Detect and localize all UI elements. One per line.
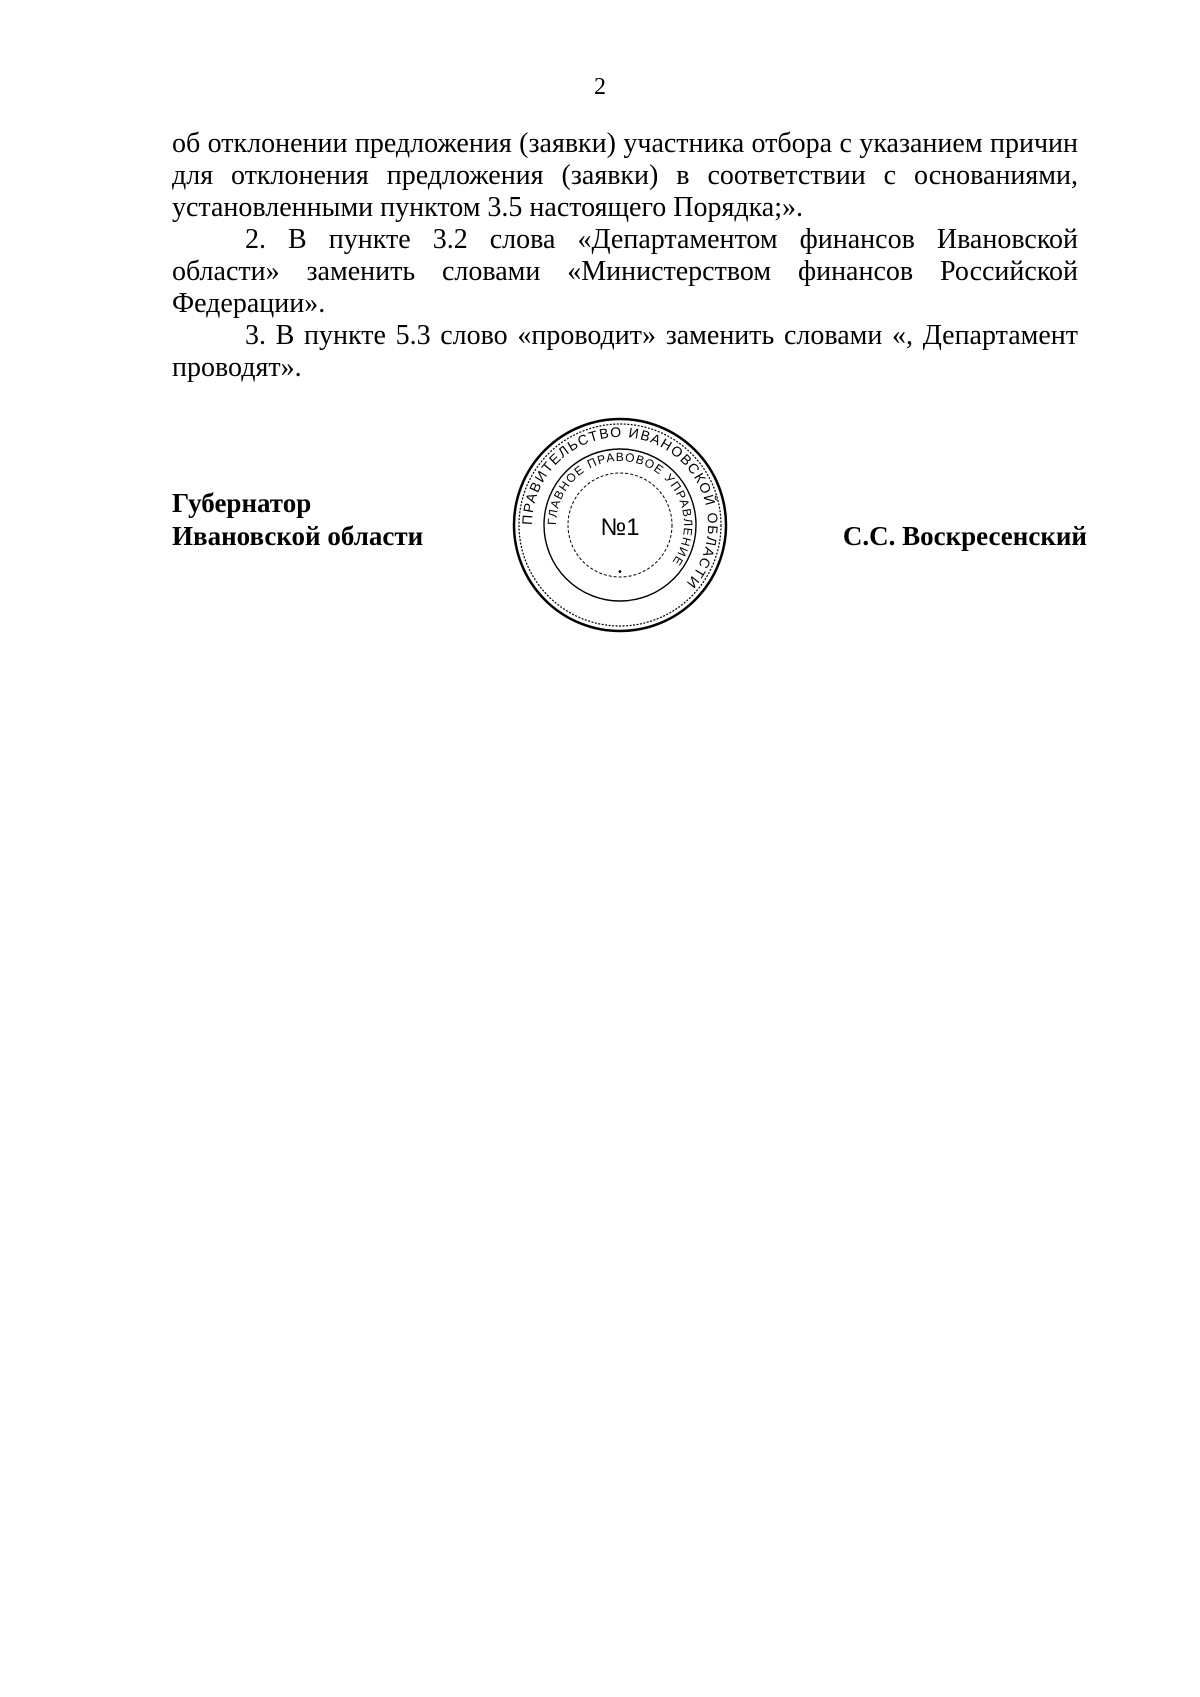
signer-name: С.С. Воскресенский xyxy=(842,521,1087,551)
stamp-inner-text xyxy=(545,450,695,569)
stamp-star-icon: • xyxy=(617,567,623,578)
signer-title-line-2: Ивановской области xyxy=(172,521,424,551)
official-stamp xyxy=(510,415,730,635)
paragraph-1: об отклонении предложения (заявки) участника отбора с указанием причин для отклонения предложения (заявки) в соответствии с основаниями, установленными пунктом 3.5 настоящего Порядка;». xyxy=(172,128,1078,223)
signer-title xyxy=(172,487,423,553)
stamp-outer-textpath: ПРАВИТЕЛЬСТВО ИВАНОВСКОЙ ОБЛАСТИ xyxy=(518,423,722,593)
signer-title-line-1: Губернатор xyxy=(172,488,312,518)
paragraph-2: 2. В пункте 3.2 слова «Департаментом финансов Ивановской области» заменить словами «Министерством финансов Российской Федерации». xyxy=(172,224,1078,319)
stamp-center-number: №1 xyxy=(600,514,640,541)
page-number: 2 xyxy=(594,74,606,100)
document-body xyxy=(172,128,1078,384)
paragraph-3: 3. В пункте 5.3 слово «проводит» заменить словами «, Департамент проводят». xyxy=(172,320,1078,383)
stamp-inner-textpath: ГЛАВНОЕ ПРАВОВОЕ УПРАВЛЕНИЕ xyxy=(544,449,696,569)
